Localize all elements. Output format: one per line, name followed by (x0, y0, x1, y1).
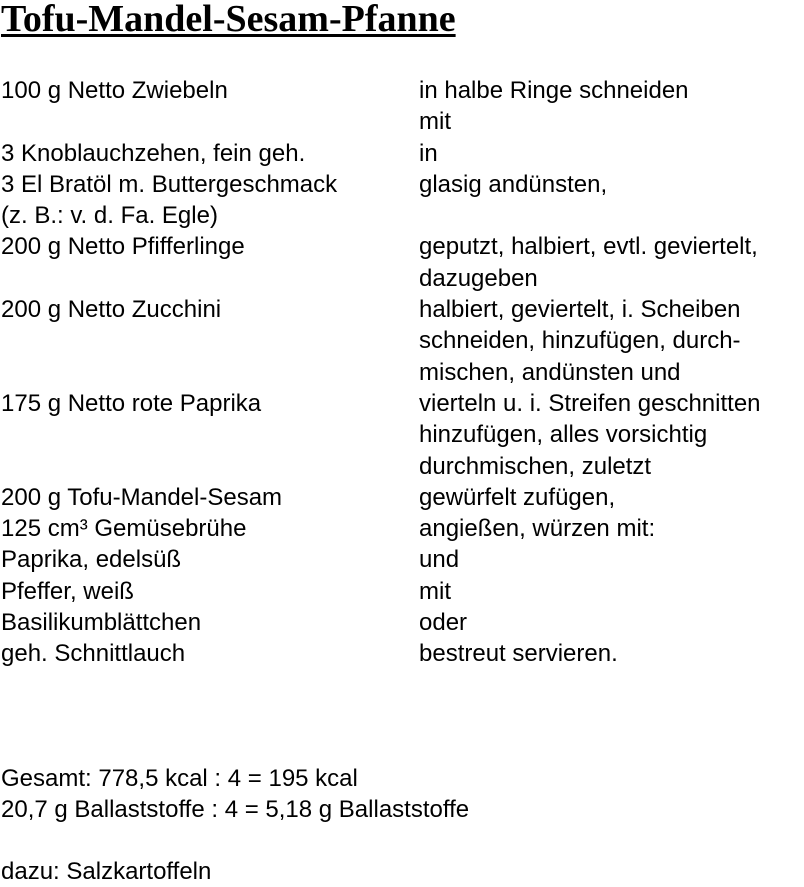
recipe-table (1, 75, 804, 670)
instruction (419, 388, 804, 482)
instruction-line: mischen, andünsten und (419, 358, 681, 386)
recipe-row (1, 482, 804, 513)
instruction-line: vierteln u. i. Streifen geschnitten (419, 389, 761, 417)
instruction-line: gewürfelt zufügen, (419, 483, 616, 511)
instruction (419, 513, 804, 544)
nutrition-total: Gesamt: 778,5 kcal : 4 = 195 kcal (1, 765, 358, 792)
recipe-row (1, 231, 804, 294)
recipe-row (1, 75, 804, 138)
recipe-row (1, 513, 804, 544)
ingredient: geh. Schnittlauch (1, 640, 186, 668)
instruction (419, 576, 804, 607)
ingredient: 200 g Tofu-Mandel-Sesam (1, 483, 283, 511)
nutrition-fiber: 20,7 g Ballaststoffe : 4 = 5,18 g Ballaststoffe (1, 796, 470, 823)
instruction-line: schneiden, hinzufügen, durch- (419, 327, 741, 355)
ingredient: Basilikumblättchen (1, 609, 202, 637)
side-dish: dazu: Salzkartoffeln (1, 858, 212, 885)
recipe-title: Tofu-Mandel-Sesam-Pfanne (1, 0, 456, 40)
ingredient: Pfeffer, weiß (1, 577, 134, 605)
instruction-line: bestreut servieren. (419, 640, 618, 668)
instruction (419, 75, 804, 138)
instruction-line: geputzt, halbiert, evtl. geviertelt, (419, 233, 758, 261)
instruction (419, 294, 804, 388)
instruction (419, 607, 804, 638)
ingredient: (z. B.: v. d. Fa. Egle) (1, 202, 218, 230)
instruction-line: halbiert, geviertelt, i. Scheiben (419, 296, 741, 324)
recipe-row (1, 576, 804, 607)
instruction (419, 544, 804, 575)
instruction-line: angießen, würzen mit: (419, 515, 656, 543)
ingredient: 175 g Netto rote Paprika (1, 389, 262, 417)
ingredient: 3 El Bratöl m. Buttergeschmack (1, 170, 338, 198)
instruction-line: in (419, 139, 438, 167)
recipe-row (1, 138, 804, 169)
ingredient: 3 Knoblauchzehen, fein geh. (1, 139, 306, 167)
instruction-line: hinzufügen, alles vorsichtig (419, 421, 708, 449)
instruction-line (419, 200, 804, 231)
instruction-line: durchmischen, zuletzt (419, 452, 652, 480)
instruction-line: mit (419, 108, 451, 136)
instruction-line: mit (419, 577, 451, 605)
instruction (419, 231, 804, 294)
instruction (419, 482, 804, 513)
recipe-row (1, 388, 804, 482)
recipe-row (1, 169, 804, 200)
ingredient: 100 g Netto Zwiebeln (1, 77, 228, 104)
recipe-row (1, 607, 804, 638)
instruction (419, 638, 804, 669)
instruction-line: glasig andünsten, (419, 170, 608, 198)
recipe-row (1, 294, 804, 388)
instruction-line: oder (419, 609, 468, 637)
instruction (419, 169, 804, 200)
ingredient: 200 g Netto Zucchini (1, 296, 222, 324)
instruction (419, 138, 804, 169)
ingredient: Paprika, edelsüß (1, 546, 182, 574)
recipe-row (1, 638, 804, 669)
recipe-row (1, 200, 804, 231)
instruction (419, 200, 804, 231)
instruction-line: dazugeben (419, 264, 538, 292)
instruction-line: und (419, 546, 460, 574)
ingredient: 200 g Netto Pfifferlinge (1, 233, 245, 261)
ingredient: 125 cm³ Gemüsebrühe (1, 515, 247, 543)
instruction-line: in halbe Ringe schneiden (419, 77, 689, 104)
recipe-row (1, 544, 804, 575)
